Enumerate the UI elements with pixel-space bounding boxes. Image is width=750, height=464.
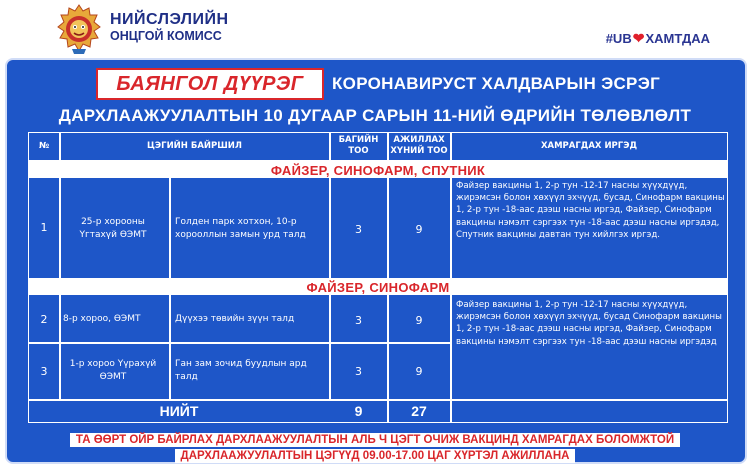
total-staff: 27 — [411, 403, 427, 419]
col-divider — [59, 178, 61, 278]
hashtag-suffix: ХАМТДАА — [645, 31, 710, 46]
header-teams: БАГИЙН ТОО — [338, 135, 379, 156]
header-no: № — [38, 141, 50, 151]
header-location: ЦЭГИЙН БАЙРШИЛ — [147, 141, 242, 151]
footer-line2 — [0, 444, 750, 463]
total-teams: 9 — [354, 403, 363, 419]
row1-coverage: Файзер вакцины 1, 2-р тун -12-17 насны хүүхдүүд, жирэмсэн болон хөхүүл эхчүүд, бусад, Синофарм вакцины 1, 2-р тун -18-аас дээш насны иргэд, Файзер, Синофарм вакцины нэмэлт сэргээх тун -18-аас дээш насны иргэдэд, Спутник вакцины давтан тун хийлгэх иргэд. — [456, 181, 725, 240]
row-divider — [29, 399, 727, 401]
section-title: ФАЙЗЕР, СИНОФАРМ — [306, 279, 450, 295]
col-divider — [450, 295, 452, 422]
district-title: БАЯНГОЛ ДҮҮРЭГ — [116, 72, 304, 95]
row1-address: Голден парк хотхон, 10-р хорооллын замын урд талд — [175, 217, 306, 240]
top-bar — [0, 0, 750, 58]
row1-no: 1 — [40, 221, 48, 234]
heart-icon: ❤ — [632, 30, 645, 46]
section-title: ФАЙЗЕР, СИНОФАРМ, СПУТНИК — [270, 162, 486, 178]
title-line2: ДАРХЛААЖУУЛАЛТЫН 10 ДУГААР САРЫН 11-НИЙ ӨДРИЙН ТӨЛӨВЛӨЛТ — [58, 106, 692, 125]
footer-notice-1: ТА ӨӨРТ ОЙР БАЙРЛАХ ДАРХЛААЖУУЛАЛТЫН АЛЬ Ч ЦЭГТ ОЧИЖ ВАКЦИНД ХАМРАГДАХ БОЛОМЖТОЙ — [70, 433, 680, 447]
row2-teams: 3 — [355, 314, 362, 327]
total-label: НИЙТ — [159, 403, 199, 419]
hashtag — [606, 30, 710, 47]
col-divider — [169, 178, 171, 278]
col-divider — [59, 295, 61, 399]
section-vaccines-2 — [29, 279, 727, 295]
row3-no: 3 — [40, 365, 48, 378]
header-staff: АЖИЛЛАХ ХҮНИЙ ТОО — [390, 135, 448, 156]
schedule-table — [28, 132, 728, 423]
row1-teams: 3 — [355, 223, 362, 236]
row2-address: Дүүхээ төвийн зүүн талд — [175, 314, 295, 324]
section-vaccines-1 — [29, 162, 727, 178]
col-divider — [169, 295, 171, 399]
org-name-line2: ОНЦГОЙ КОМИСС — [110, 29, 222, 43]
emergency-commission-emblem-icon — [54, 3, 104, 55]
row2-no: 2 — [40, 313, 48, 326]
footer-notice-2: ДАРХЛААЖУУЛАЛТЫН ЦЭГҮҮД 09.00-17.00 ЦАГ ХҮРТЭЛ АЖИЛЛАНА — [175, 449, 576, 463]
col-divider — [450, 178, 452, 278]
hashtag-prefix: #UB — [605, 31, 632, 46]
organization-name — [110, 12, 229, 43]
row2-place: 8-р хороо, ӨЭМТ — [63, 314, 141, 324]
row3-address: Ган зам зочид буудлын ард талд — [175, 359, 307, 382]
row3-staff: 9 — [415, 365, 423, 378]
org-name-line1: НИЙСЛЭЛИЙН — [110, 11, 229, 28]
row-divider — [29, 342, 450, 344]
row3-place: 1-р хороо Үүрахүй ӨЭМТ — [69, 359, 157, 382]
row1-place: 25-р хорооны Үгтахүй ӨЭМТ — [79, 217, 147, 240]
district-title-box — [96, 68, 324, 100]
col-divider — [329, 295, 331, 399]
rows2-3-coverage: Файзер вакцины 1, 2-р тун -12-17 насны хүүхдүүд, жирэмсэн болон хөхүүл эхчүүд, бусад Синофарм вакцины 1, 2-р тун -18-аас дээш насны иргэд, Файзер, Синофарм вакцины нэмэлт сэргээх тун -18-аас дээш насны иргэдэд — [456, 300, 722, 347]
row2-staff: 9 — [415, 314, 423, 327]
row3-teams: 3 — [355, 365, 362, 378]
row1-staff: 9 — [415, 223, 423, 236]
title-line1: КОРОНАВИРУСТ ХАЛДВАРЫН ЭСРЭГ — [332, 74, 661, 93]
header-coverage: ХАМРАГДАХ ИРГЭД — [540, 141, 638, 151]
